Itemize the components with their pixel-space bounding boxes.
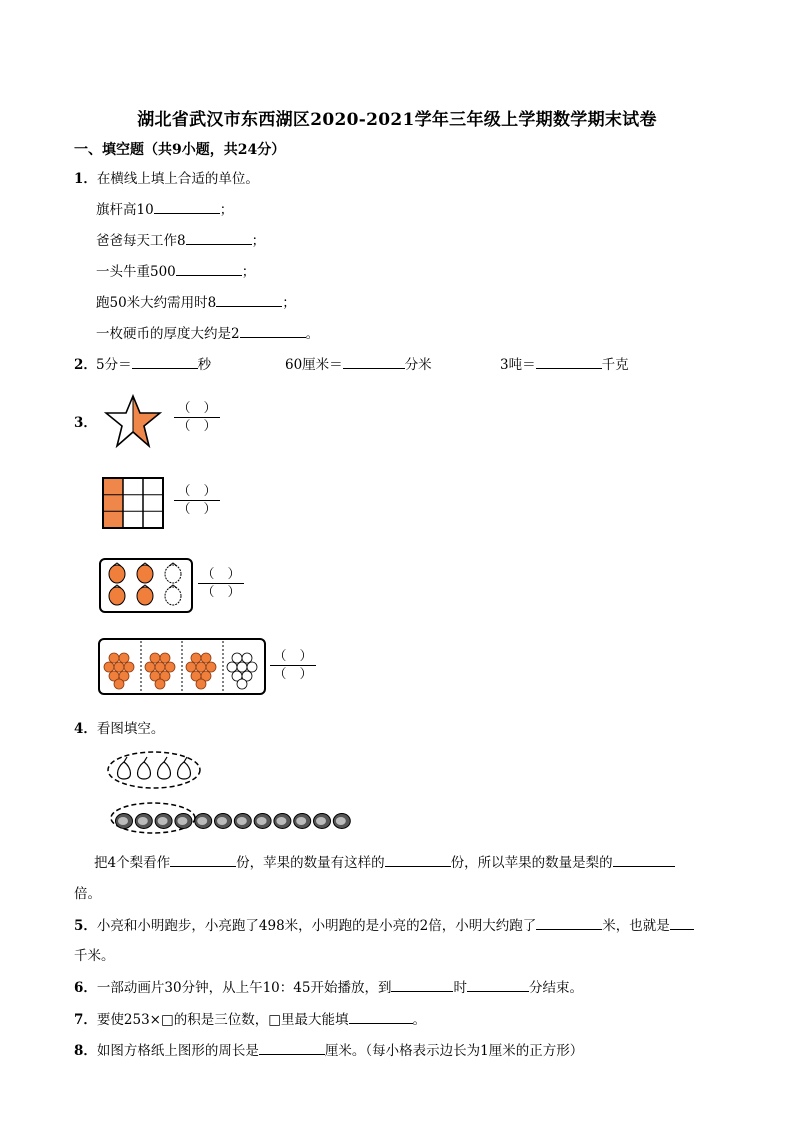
- q5-prompt: [74, 914, 694, 934]
- apple-icon: [254, 814, 271, 829]
- apple-row: [116, 814, 351, 829]
- fraction-answer[interactable]: [174, 483, 220, 518]
- q2-part-text: 5分＝: [96, 357, 132, 373]
- answer-blank[interactable]: [343, 354, 405, 369]
- q1-item-text: 跑50米大约需用时8: [96, 295, 217, 311]
- apple-icon: [155, 814, 172, 829]
- pear-icon: [138, 757, 151, 779]
- denominator-paren: （ ）: [273, 667, 313, 682]
- answer-blank[interactable]: [349, 1009, 413, 1024]
- q1-item-text: 一枚硬币的厚度大约是2: [96, 326, 240, 342]
- q8-text-a: 如图方格纸上图形的周长是: [96, 1043, 259, 1059]
- q7-prompt: [74, 1008, 426, 1028]
- q2-part: [96, 353, 211, 373]
- q4-text-c: 份，所以苹果的数量是梨的: [450, 855, 613, 871]
- pear-icon: [178, 757, 191, 779]
- star-figure: [104, 394, 162, 449]
- q1-text: 在横线上填上合适的单位。: [96, 171, 259, 187]
- apple-icon: [294, 814, 311, 829]
- strawberry-icon: [109, 563, 125, 583]
- answer-blank[interactable]: [259, 1040, 325, 1055]
- section-heading: 一、填空题（共9小题，共24分）: [74, 142, 286, 158]
- q2-part: [500, 353, 629, 373]
- q4-sentence-end: 倍。: [74, 886, 101, 902]
- numerator-paren: （ ）: [201, 567, 241, 582]
- grape-bunch-icon: [186, 653, 216, 689]
- numerator-paren: （ ）: [177, 484, 217, 499]
- q1-item-punct: 。: [305, 326, 320, 342]
- q1-item-punct: ；: [251, 233, 266, 249]
- shaded-column: [103, 478, 123, 528]
- fraction-answer[interactable]: [174, 400, 220, 435]
- q6-prompt: [74, 976, 583, 996]
- answer-blank[interactable]: [170, 852, 236, 867]
- answer-blank[interactable]: [467, 977, 529, 992]
- q2-part-unit: 千克: [601, 357, 629, 373]
- q6-text-a: 一部动画片30分钟，从上午10：45开始播放，到: [96, 980, 392, 996]
- grapes-box-figure: [98, 638, 268, 696]
- apple-icon: [333, 814, 350, 829]
- answer-blank[interactable]: [385, 852, 451, 867]
- answer-blank[interactable]: [613, 852, 675, 867]
- numerator-paren: （ ）: [177, 401, 217, 416]
- fraction-answer[interactable]: [270, 648, 316, 683]
- grape-bunch-icon: [145, 653, 175, 689]
- fraction-answer[interactable]: [198, 566, 244, 601]
- q4-sentence: [94, 851, 675, 871]
- q1-prompt: [74, 167, 259, 187]
- q1-item-punct: ；: [219, 202, 234, 218]
- q2-number: 2．: [74, 357, 97, 373]
- q4-number: 4．: [74, 721, 97, 737]
- answer-blank[interactable]: [240, 323, 306, 338]
- answer-blank[interactable]: [391, 977, 453, 992]
- q4-prompt: [74, 717, 164, 737]
- answer-blank[interactable]: [216, 292, 282, 307]
- q4-text-a: 把4个梨看作: [94, 855, 171, 871]
- q1-item: [96, 229, 265, 249]
- q1-item-text: 爸爸每天工作8: [96, 233, 186, 249]
- answer-blank[interactable]: [176, 261, 242, 276]
- q7-text-b: 。: [412, 1012, 426, 1028]
- q1-item-text: 一头牛重500: [96, 264, 176, 280]
- apple-icon: [234, 814, 251, 829]
- answer-blank[interactable]: [670, 915, 694, 930]
- q2-part-unit: 秒: [197, 357, 212, 373]
- strawberry-icon: [165, 563, 181, 583]
- q4-text-b: 份，苹果的数量有这样的: [236, 855, 385, 871]
- pear-row: [118, 757, 191, 779]
- q5-text-b: 米，也就是: [602, 918, 670, 934]
- apple-icon: [215, 814, 232, 829]
- apple-icon: [116, 814, 133, 829]
- q8-text-b: 厘米。（每小格表示边长为1厘米的正方形）: [324, 1043, 584, 1059]
- denominator-paren: （ ）: [177, 502, 217, 517]
- apple-icon: [195, 814, 212, 829]
- q3-number: 3．: [74, 415, 97, 431]
- q8-number: 8．: [74, 1043, 97, 1059]
- q5-text-end: 千米。: [74, 948, 115, 964]
- q1-number: 1．: [74, 171, 97, 187]
- q7-number: 7．: [74, 1012, 97, 1028]
- apple-icon: [175, 814, 192, 829]
- q7-text-a: 要使253×□的积是三位数，□里最大能填: [96, 1012, 349, 1028]
- q2-part: [285, 353, 432, 373]
- pears-apples-figure: [104, 748, 364, 838]
- q6-number: 6．: [74, 980, 97, 996]
- numerator-paren: （ ）: [273, 649, 313, 664]
- strawberry-icon: [165, 585, 181, 605]
- q1-item: [96, 260, 255, 280]
- q1-item-punct: ；: [282, 295, 296, 311]
- q1-item: [96, 198, 233, 218]
- strawberry-icon: [137, 563, 153, 583]
- denominator-paren: （ ）: [177, 419, 217, 434]
- q1-item: [96, 291, 296, 311]
- answer-blank[interactable]: [186, 230, 252, 245]
- answer-blank[interactable]: [154, 199, 220, 214]
- pear-icon: [158, 757, 171, 779]
- denominator-paren: （ ）: [201, 585, 241, 600]
- page-title: 湖北省武汉市东西湖区2020-2021学年三年级上学期数学期末试卷: [137, 110, 657, 130]
- q2-part-text: 60厘米＝: [285, 357, 343, 373]
- q8-prompt: [74, 1039, 583, 1059]
- q1-item-text: 旗杆高10: [96, 202, 154, 218]
- strawberry-box-figure: [99, 558, 193, 613]
- apple-icon: [274, 814, 291, 829]
- q5-text-a: 小亮和小明跑步，小亮跑了498米，小明跑的是小亮的2倍，小明大约跑了: [96, 918, 537, 934]
- q4-text: 看图填空。: [96, 721, 165, 737]
- grid-figure: [102, 477, 164, 529]
- answer-blank[interactable]: [536, 354, 602, 369]
- q2-part-unit: 分米: [404, 357, 432, 373]
- answer-blank[interactable]: [536, 915, 602, 930]
- q2-part-text: 3吨＝: [500, 357, 536, 373]
- pear-icon: [118, 757, 131, 779]
- apple-icon: [314, 814, 331, 829]
- answer-blank[interactable]: [132, 354, 198, 369]
- q5-number: 5．: [74, 918, 97, 934]
- grape-bunch-icon: [104, 653, 134, 689]
- q6-text-c: 分结束。: [528, 980, 583, 996]
- q1-item-punct: ；: [241, 264, 256, 280]
- q6-text-b: 时: [453, 980, 467, 996]
- strawberry-icon: [137, 585, 153, 605]
- apple-icon: [135, 814, 152, 829]
- strawberry-icon: [109, 585, 125, 605]
- grape-bunch-icon: [227, 653, 257, 689]
- q1-item: [96, 322, 319, 342]
